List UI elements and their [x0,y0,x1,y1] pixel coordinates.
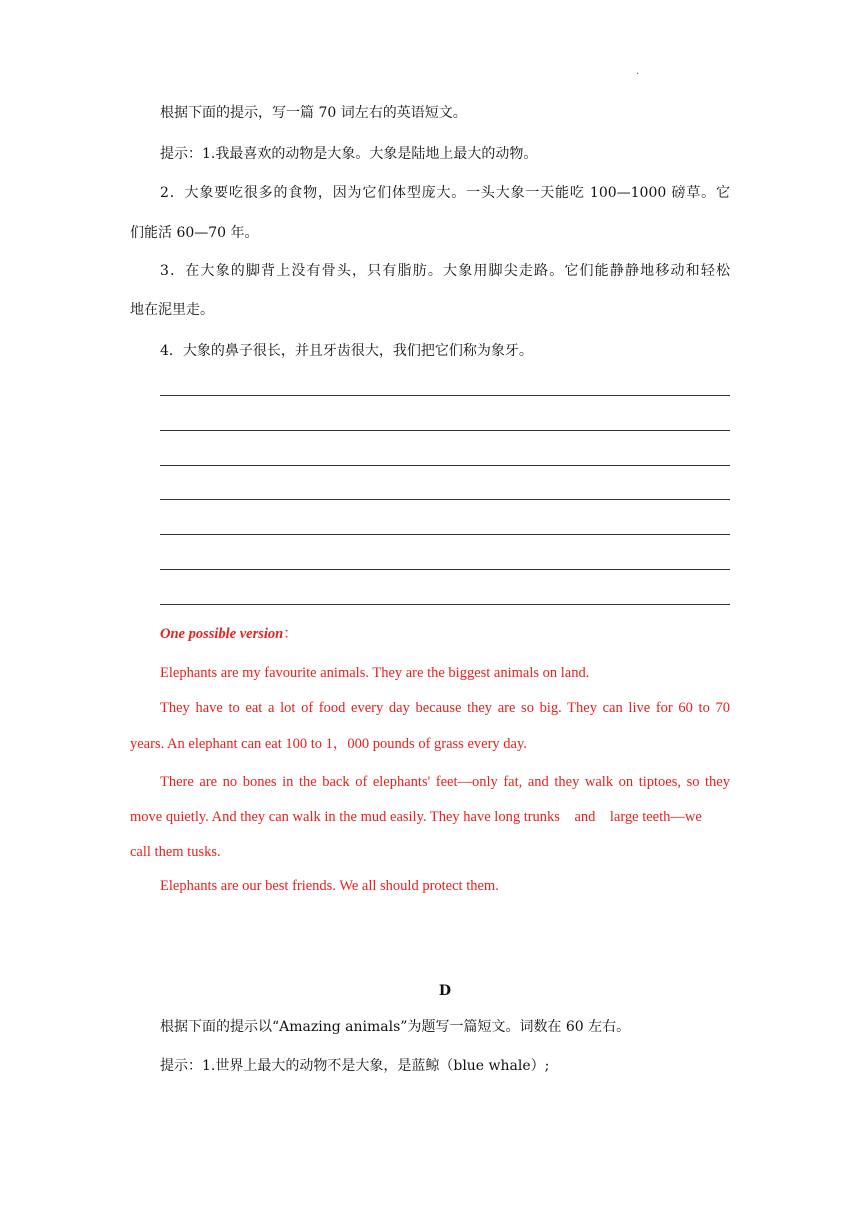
section-d-instruction: 根据下面的提示以“Amazing animals”为题写一篇短文。词数在 60 左右。 [160,1019,631,1035]
answer-paragraph-4: Elephants are our best friends. We all should protect them. [160,878,499,894]
hint-3-line-2: 地在泥里走。 [130,302,214,318]
answer-paragraph-2-line-1: They have to eat a lot of food every day because they are so big. They can live for 60 to 70 [160,700,730,716]
section-d-hint-1: 提示：1.世界上最大的动物不是大象，是蓝鲸（blue whale）; [160,1058,550,1074]
writing-line [160,465,730,466]
writing-line [160,395,730,396]
writing-line [160,604,730,605]
hint-2-line-1: 2．大象要吃很多的食物，因为它们体型庞大。一头大象一天能吃 100—1000 磅草。它 [160,185,730,201]
hint-2-line-2: 们能活 60—70 年。 [130,225,259,241]
hint-4: 4．大象的鼻子很长，并且牙齿很大，我们把它们称为象牙。 [160,343,533,359]
answer-paragraph-3-line-1: There are no bones in the back of elephants' feet—only fat, and they walk on tiptoes, so they [160,774,730,790]
answer-paragraph-3-line-2: move quietly. And they can walk in the mud easily. They have long trunks and large teeth—we [130,809,702,825]
answer-label-colon: ： [283,626,298,642]
answer-paragraph-1: Elephants are my favourite animals. They are the biggest animals on land. [160,665,590,681]
writing-line [160,569,730,570]
answer-paragraph-2-line-2: years. An elephant can eat 100 to 1，000 pounds of grass every day. [130,736,527,752]
task-instruction: 根据下面的提示，写一篇 70 词左右的英语短文。 [160,105,467,121]
writing-line [160,430,730,431]
answer-label-row [160,625,730,643]
answer-label: One possible version [160,626,284,642]
hint-1: 提示：1.我最喜欢的动物是大象。大象是陆地上最大的动物。 [160,146,538,162]
answer-paragraph-3-line-3: call them tusks. [130,844,221,860]
page-marker: . [636,66,640,77]
writing-line [160,534,730,535]
hint-3-line-1: 3．在大象的脚背上没有骨头，只有脂肪。大象用脚尖走路。它们能静静地移动和轻松 [160,263,730,279]
section-heading: D [438,983,452,999]
writing-line [160,499,730,500]
